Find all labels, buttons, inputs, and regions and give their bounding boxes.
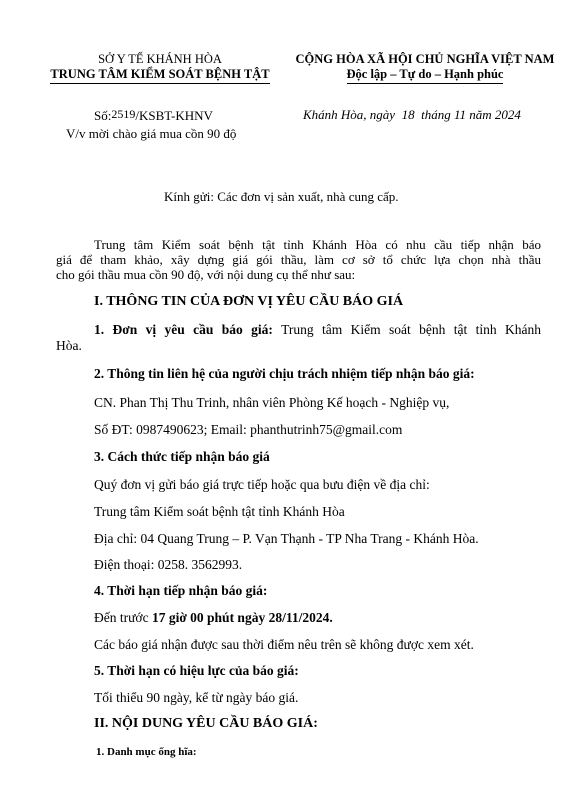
place-date-prefix: Khánh Hòa, ngày — [303, 107, 396, 122]
item-5-label: 5. Thời hạn có hiệu lực của báo giá: — [94, 663, 299, 678]
submission-method: Quý đơn vị gửi báo giá trực tiếp hoặc qua bưu điện về địa chỉ: — [94, 477, 430, 492]
item-1 — [56, 322, 541, 354]
org-parent: SỞ Y TẾ KHÁNH HÒA — [98, 52, 222, 66]
recipient-address: Địa chỉ: 04 Quang Trung – P. Vạn Thạnh - TP Nha Trang - Khánh Hòa. — [94, 531, 479, 546]
item-1-value-cont: Hòa. — [56, 338, 82, 353]
date-month-year: tháng 11 năm 2024 — [421, 107, 521, 122]
country-name: CỘNG HÒA XÃ HỘI CHỦ NGHĨA VIỆT NAM — [295, 52, 555, 66]
item-2-label: 2. Thông tin liên hệ của người chịu trách nhiệm tiếp nhận báo giá: — [94, 366, 475, 381]
intro-paragraph — [56, 237, 541, 282]
contact-phone-email: Số ĐT: 0987490623; Email: phanthutrinh75@gmail.com — [94, 422, 403, 437]
item-1-value: Trung tâm Kiểm soát bệnh tật tỉnh Khánh — [281, 322, 541, 337]
org-name — [40, 67, 280, 84]
section-2-item-1: 1. Danh mục ống hĩa: — [96, 746, 197, 758]
intro-line-3: cho gói thầu mua cồn 90 độ, với nội dung cụ thể như sau: — [56, 267, 356, 282]
doc-number-prefix: Số: — [94, 108, 112, 123]
section-2-title: II. NỘI DUNG YÊU CẦU BÁO GIÁ: — [94, 716, 318, 731]
national-heading — [290, 52, 560, 84]
motto-text: Độc lập – Tự do – Hạnh phúc — [347, 67, 504, 84]
contact-person: CN. Phan Thị Thu Trinh, nhân viên Phòng Kế hoạch - Nghiệp vụ, — [94, 395, 450, 410]
deadline-prefix: Đến trước — [94, 610, 149, 625]
salutation: Kính gửi: Các đơn vị sản xuất, nhà cung cấp. — [164, 189, 399, 204]
intro-line-1: Trung tâm Kiểm soát bệnh tật tỉnh Khánh Hòa có nhu cầu tiếp nhận báo — [94, 237, 541, 252]
item-1-line — [56, 322, 541, 338]
doc-number-suffix: /KSBT-KHNV — [135, 108, 213, 123]
doc-number — [94, 106, 213, 124]
org-name-text: TRUNG TÂM KIỂM SOÁT BỆNH TẬT — [50, 67, 269, 84]
issuer-block — [40, 52, 280, 84]
deadline-note: Các báo giá nhận được sau thời điểm nêu trên sẽ không được xem xét. — [94, 637, 474, 652]
doc-number-value: 2519 — [111, 107, 136, 121]
date-day: 18 — [401, 107, 415, 122]
validity-period: Tối thiểu 90 ngày, kể từ ngày báo giá. — [94, 690, 299, 705]
item-1-label: 1. Đơn vị yêu cầu báo giá: — [94, 322, 273, 337]
motto — [290, 67, 560, 84]
doc-subject: V/v mời chào giá mua cồn 90 độ — [66, 126, 237, 141]
recipient-name: Trung tâm Kiểm soát bệnh tật tỉnh Khánh Hòa — [94, 504, 345, 519]
section-1-title: I. THÔNG TIN CỦA ĐƠN VỊ YÊU CẦU BÁO GIÁ — [94, 294, 404, 309]
place-date — [303, 107, 521, 123]
intro-line-2: giá để tham khảo, xây dựng giá gói thầu, làm cơ sở tổ chức lựa chọn nhà thầu — [56, 252, 541, 267]
item-4-label: 4. Thời hạn tiếp nhận báo giá: — [94, 583, 268, 598]
deadline — [94, 610, 333, 626]
item-3-label: 3. Cách thức tiếp nhận báo giá — [94, 449, 270, 464]
recipient-phone: Điện thoại: 0258. 3562993. — [94, 557, 243, 572]
deadline-value: 17 giờ 00 phút ngày 28/11/2024. — [151, 610, 333, 625]
